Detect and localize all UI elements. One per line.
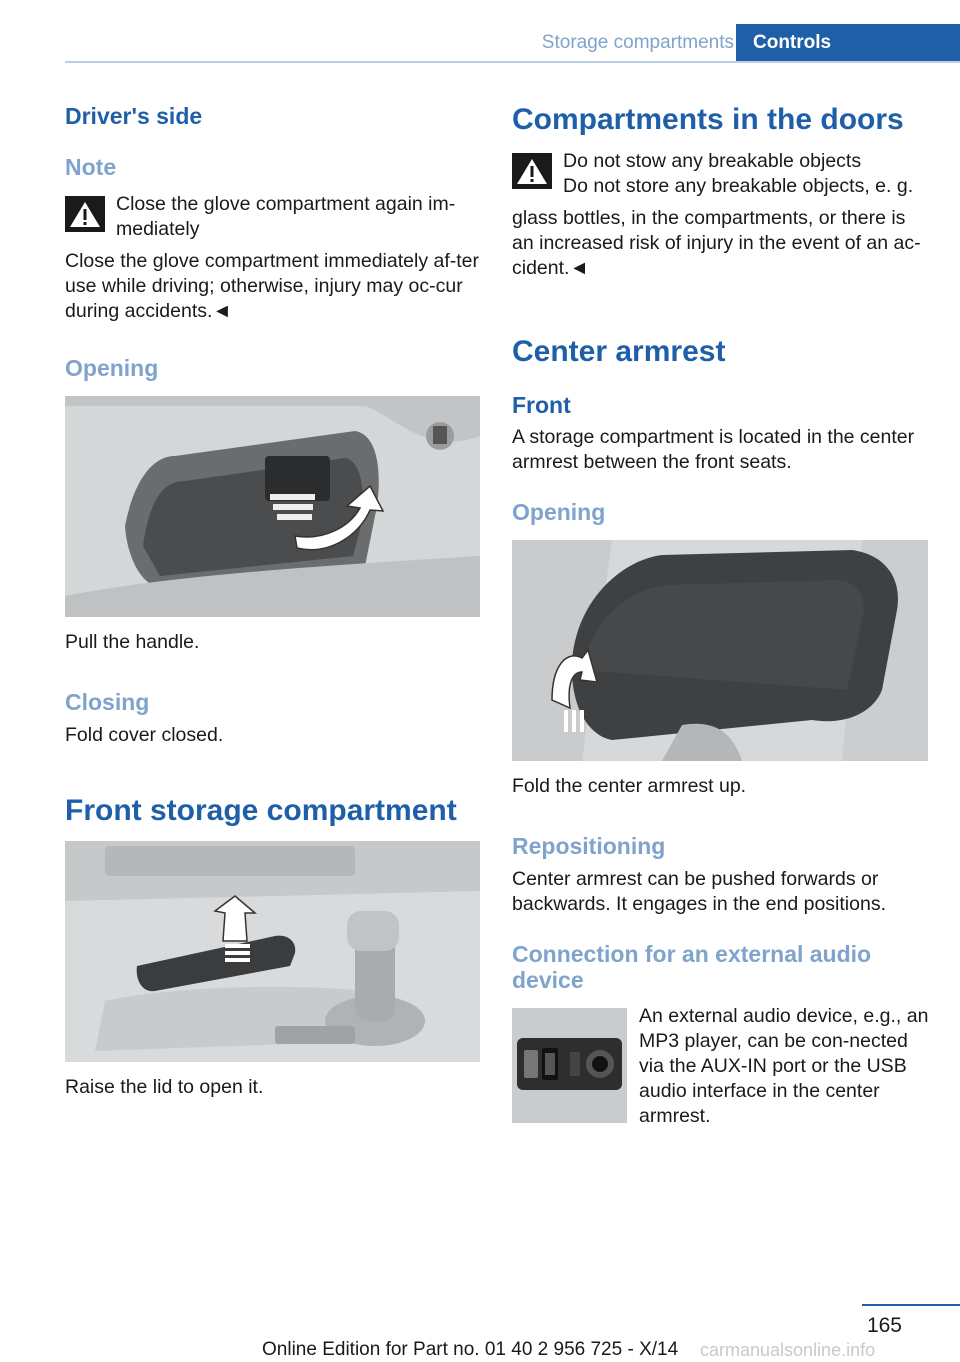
warning-icon: [512, 153, 552, 189]
doors-warning: [512, 149, 930, 199]
note-heading: Note: [65, 154, 117, 180]
pull-handle-text: Pull the handle.: [65, 631, 200, 653]
fold-armrest-text: Fold the center armrest up.: [512, 775, 747, 797]
page-number: 165: [866, 1314, 902, 1337]
doors-warning-body: glass bottles, in the compartments, or there is an increased risk of injury in the event of an ac-cident.◄: [512, 207, 921, 279]
glove-warning: [65, 192, 481, 242]
edition-text: Online Edition for Part no. 01 40 2 956 725 - X/14: [262, 1339, 679, 1360]
header-tab-controls[interactable]: Controls: [736, 24, 960, 61]
armrest-heading: Center armrest: [512, 335, 726, 368]
center-armrest-image: [512, 540, 928, 761]
raise-lid-text: Raise the lid to open it.: [65, 1076, 264, 1098]
watermark-text: carmanualsonline.info: [700, 1340, 876, 1360]
doors-warning-body-first: Do not store any breakable objects, e. g.: [563, 175, 914, 197]
doors-warning-title: Do not stow any breakable objects: [563, 150, 862, 172]
header-rule: [65, 61, 960, 63]
closing-heading: Closing: [65, 689, 150, 715]
drivers-side-heading: Driver's side: [65, 103, 203, 129]
audio-device-text: An external audio device, e.g., an MP3 player, can be con-nected via the AUX-IN port or the USB audio interface in the center armrest.: [639, 1005, 929, 1127]
usb-aux-port-image: [512, 1008, 627, 1123]
front-storage-heading: Front storage compartment: [65, 794, 457, 827]
glove-compartment-image: [65, 396, 480, 617]
repositioning-heading: Repositioning: [512, 833, 666, 859]
repositioning-text: Center armrest can be pushed forwards or backwards. It engages in the end positions.: [512, 868, 886, 915]
footer-rule: [862, 1304, 960, 1306]
glove-warning-body: Close the glove compartment immediately af-ter use while driving; otherwise, injury may oc-cur during accidents.◄: [65, 250, 480, 322]
header-section-title: Storage compartments: [541, 32, 734, 53]
doors-heading: Compartments in the doors: [512, 103, 904, 136]
front-storage-image: [65, 841, 480, 1062]
opening-heading-left: Opening: [65, 355, 159, 381]
front-heading: Front: [512, 392, 571, 418]
glove-warning-title-line2: mediately: [116, 218, 200, 240]
warning-icon: [65, 196, 105, 232]
front-text: A storage compartment is located in the center armrest between the front seats.: [512, 426, 915, 473]
opening-heading-right: Opening: [512, 499, 606, 525]
audio-connection-heading: Connection for an external audio device: [512, 941, 872, 993]
glove-warning-title-line1: Close the glove compartment again im-: [116, 193, 456, 215]
fold-cover-text: Fold cover closed.: [65, 724, 224, 746]
